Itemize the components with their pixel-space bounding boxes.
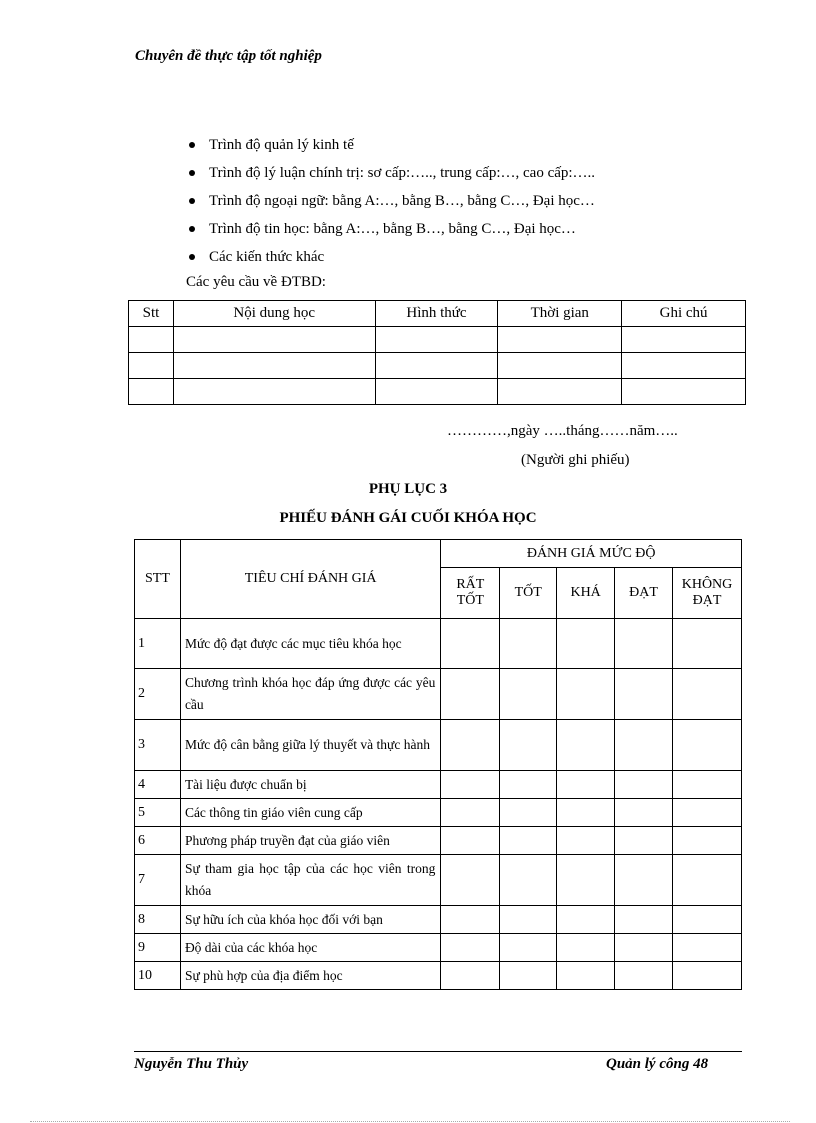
criterion-text: Sự tham gia học tập của các học viên trong khóa <box>180 855 440 906</box>
signer-label: (Người ghi phiếu) <box>521 452 630 468</box>
bullet-icon <box>189 226 195 232</box>
table-header-row <box>135 540 742 568</box>
list-item: Trình độ ngoại ngữ: bằng A:…, bằng B…, bằng C…, Đại học… <box>182 188 595 216</box>
header-level-fail: KHÔNG ĐẠT <box>673 568 742 619</box>
row-number: 3 <box>135 720 181 771</box>
table-row <box>135 669 742 720</box>
qualification-list <box>182 132 595 272</box>
bullet-icon <box>189 142 195 148</box>
row-number: 7 <box>135 855 181 906</box>
bullet-icon <box>189 170 195 176</box>
criterion-text: Chương trình khóa học đáp ứng được các yêu cầu <box>180 669 440 720</box>
page-bottom-border <box>30 1121 790 1122</box>
header-level-very-good: RẤT TỐT <box>441 568 500 619</box>
list-item: Trình độ quản lý kinh tế <box>182 132 595 160</box>
criterion-text: Mức độ cân bằng giữa lý thuyết và thực hành <box>180 720 440 771</box>
row-number: 6 <box>135 827 181 855</box>
table-row <box>129 379 746 405</box>
header-level-fair: KHÁ <box>557 568 615 619</box>
table-header-row <box>129 301 746 327</box>
page-header-title: Chuyên đề thực tập tốt nghiệp <box>135 48 322 64</box>
form-title: PHIẾU ĐÁNH GÁI CUỐI KHÓA HỌC <box>279 510 537 526</box>
footer-class: Quản lý công 48 <box>606 1056 709 1072</box>
date-line: …………,ngày …..tháng……năm….. <box>447 423 678 439</box>
criterion-text: Mức độ đạt được các mục tiêu khóa học <box>180 619 440 669</box>
footer-author: Nguyễn Thu Thủy <box>134 1056 249 1072</box>
criterion-text: Tài liệu được chuẩn bị <box>180 771 440 799</box>
header-level-group: ĐÁNH GIÁ MỨC ĐỘ <box>441 540 742 568</box>
requirements-title: Các yêu cầu về ĐTBD: <box>186 274 326 290</box>
table-row <box>135 720 742 771</box>
criterion-text: Sự phù hợp của địa điểm học <box>180 962 440 990</box>
row-number: 4 <box>135 771 181 799</box>
bullet-icon <box>189 198 195 204</box>
table-row <box>135 934 742 962</box>
training-requirements-table <box>128 300 746 405</box>
row-number: 10 <box>135 962 181 990</box>
appendix-title: PHỤ LỤC 3 <box>368 481 448 497</box>
criterion-text: Các thông tin giáo viên cung cấp <box>180 799 440 827</box>
table-row <box>135 771 742 799</box>
row-number: 1 <box>135 619 181 669</box>
table-row <box>135 799 742 827</box>
header-stt: Stt <box>129 301 174 327</box>
list-item: Trình độ tin học: bằng A:…, bằng B…, bằng C…, Đại học… <box>182 216 595 244</box>
bullet-icon <box>189 254 195 260</box>
header-level-good: TỐT <box>500 568 557 619</box>
list-item: Các kiến thức khác <box>182 244 595 272</box>
evaluation-table <box>134 539 742 990</box>
header-format: Hình thức <box>375 301 498 327</box>
header-notes: Ghi chú <box>622 301 746 327</box>
table-row <box>129 327 746 353</box>
table-row <box>135 962 742 990</box>
table-row <box>135 619 742 669</box>
table-row <box>135 906 742 934</box>
row-number: 8 <box>135 906 181 934</box>
table-row <box>135 855 742 906</box>
criterion-text: Sự hữu ích của khóa học đối với bạn <box>180 906 440 934</box>
row-number: 9 <box>135 934 181 962</box>
row-number: 5 <box>135 799 181 827</box>
list-item: Trình độ lý luận chính trị: sơ cấp:….., trung cấp:…, cao cấp:….. <box>182 160 595 188</box>
header-stt: STT <box>135 540 181 619</box>
criterion-text: Độ dài của các khóa học <box>180 934 440 962</box>
table-row <box>129 353 746 379</box>
header-level-pass: ĐẠT <box>615 568 673 619</box>
header-time: Thời gian <box>498 301 622 327</box>
header-content: Nội dung học <box>173 301 375 327</box>
footer-divider <box>134 1051 742 1052</box>
table-row <box>135 827 742 855</box>
row-number: 2 <box>135 669 181 720</box>
header-criteria: TIÊU CHÍ ĐÁNH GIÁ <box>180 540 440 619</box>
criterion-text: Phương pháp truyền đạt của giáo viên <box>180 827 440 855</box>
